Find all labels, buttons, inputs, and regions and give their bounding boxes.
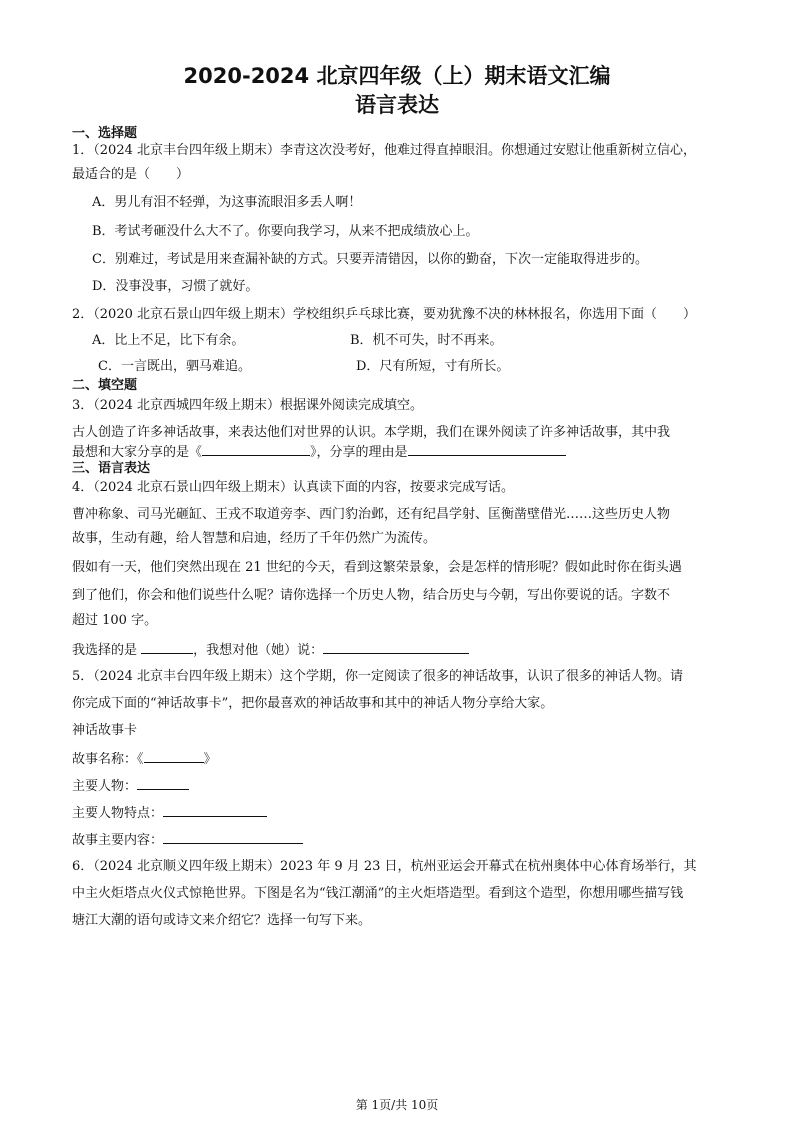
question-4-body-4: 到了他们，你会和他们说些什么呢？请你选择一个历史人物，结合历史与今朝，写出你要说的话。字数不 [72, 588, 671, 603]
question-2-option-d: D．尺有所短，寸有所长。 [356, 359, 510, 374]
question-4-answer-a: 我选择的是 [72, 643, 142, 658]
story-name-line [72, 748, 217, 770]
document-title: 2020-2024 北京四年级（上）期末语文汇编 [183, 64, 611, 88]
question-5-stem-cont: 你完成下面的“神话故事卡”，把你最喜欢的神话故事和其中的神话人物分享给大家。 [72, 696, 554, 711]
question-2-option-b: B．机不可失，时不再来。 [350, 333, 503, 348]
question-1-stem-cont: 最适合的是（ ） [72, 167, 190, 182]
question-5-stem: 5．（2024 北京丰台四年级上期末）这个学期，你一定阅读了很多的神话故事，认识了很多的神话人物。请 [72, 669, 683, 684]
question-4-body-2: 故事，生动有趣，给人智慧和启迪，经历了千年仍然广为流传。 [72, 531, 437, 546]
question-6-stem: 6．（2024 北京顺义四年级上期末）2023 年 9 月 23 日，杭州亚运会开幕式在杭州奥体中心体育场举行，其 [72, 859, 697, 874]
character-traits-label: 主要人物特点： [72, 806, 164, 821]
main-characters-blank[interactable] [137, 775, 189, 790]
section-heading-expression: 三、语言表达 [72, 461, 151, 476]
story-name-close: 》 [203, 752, 217, 767]
character-traits-blank[interactable] [163, 802, 267, 817]
document-subtitle: 语言表达 [355, 93, 439, 117]
section-heading-choice: 一、选择题 [72, 126, 138, 141]
question-6-stem-end: 塘江大潮的语句或诗文来介绍它？选择一句写下来。 [72, 913, 372, 928]
question-3-stem: 3．（2024 北京西城四年级上期末）根据课外阅读完成填空。 [72, 398, 423, 413]
question-4-answer-line [72, 639, 469, 661]
question-4-body-1: 曹冲称象、司马光砸缸、王戎不取道旁李、西门豹治邺，还有纪昌学射、匡衡凿壁借光……这些历史人物 [72, 507, 671, 522]
story-content-line [72, 829, 303, 851]
question-6-stem-cont: 中主火炬塔点火仪式惊艳世界。下图是名为“钱江潮涌”的主火炬塔造型。看到这个造型，你想用哪些描写钱 [72, 886, 684, 901]
question-4-answer-b: ，我想对他（她）说： [193, 643, 324, 658]
section-heading-fill: 二、填空题 [72, 378, 138, 393]
main-characters-line [72, 775, 189, 797]
question-1-option-a: A．男儿有泪不轻弹，为这事流眼泪多丢人啊！ [92, 195, 362, 210]
question-1-option-c: C．别难过，考试是用来查漏补缺的方式。只要弄清错因，以你的勤奋，下次一定能取得进步的。 [92, 252, 648, 267]
question-4-stem: 4．（2024 北京石景山四年级上期末）认真读下面的内容，按要求完成写话。 [72, 480, 514, 495]
reason-blank[interactable] [408, 441, 566, 456]
question-4-body-3: 假如有一天，他们突然出现在 21 世纪的今天，看到这繁荣景象，会是怎样的情形呢？假如此时你在街头遇 [72, 560, 682, 575]
main-characters-label: 主要人物： [72, 779, 138, 794]
character-traits-line [72, 802, 267, 824]
story-content-label: 故事主要内容： [72, 833, 164, 848]
question-1-option-d: D．没事没事，习惯了就好。 [92, 279, 259, 294]
page-number: 第 1页/共 10页 [355, 1098, 439, 1112]
question-2-option-a: A．比上不足，比下有余。 [92, 333, 245, 348]
question-3-body: 古人创造了许多神话故事，来表达他们对世界的认识。本学期，我们在课外阅读了许多神话故事，其中我 [72, 425, 671, 440]
question-3-text-a: 最想和大家分享的是《 [72, 445, 203, 460]
question-2-stem: 2．（2020 北京石景山四年级上期末）学校组织乒乓球比赛，要劝犹豫不决的林林报名，你选用下面（ ） [72, 307, 696, 322]
story-name-label: 故事名称：《 [72, 752, 144, 767]
question-1-option-b: B．考试考砸没什么大不了。你要向我学习，从来不把成绩放心上。 [92, 224, 479, 239]
question-2-option-c: C．一言既出，驷马难追。 [98, 359, 251, 374]
story-name-blank[interactable] [144, 748, 204, 763]
story-card-title: 神话故事卡 [72, 723, 138, 738]
question-1-stem: 1．（2024 北京丰台四年级上期末）李青这次没考好，他难过得直掉眼泪。你想通过安慰让他重新树立信心， [72, 143, 696, 158]
question-4-body-5: 超过 100 字。 [72, 613, 158, 628]
words-blank[interactable] [323, 639, 469, 654]
story-content-blank[interactable] [163, 829, 303, 844]
question-3-text-b: 》，分享的理由是 [310, 445, 408, 460]
person-choice-blank[interactable] [141, 639, 193, 654]
book-title-blank[interactable] [202, 441, 310, 456]
